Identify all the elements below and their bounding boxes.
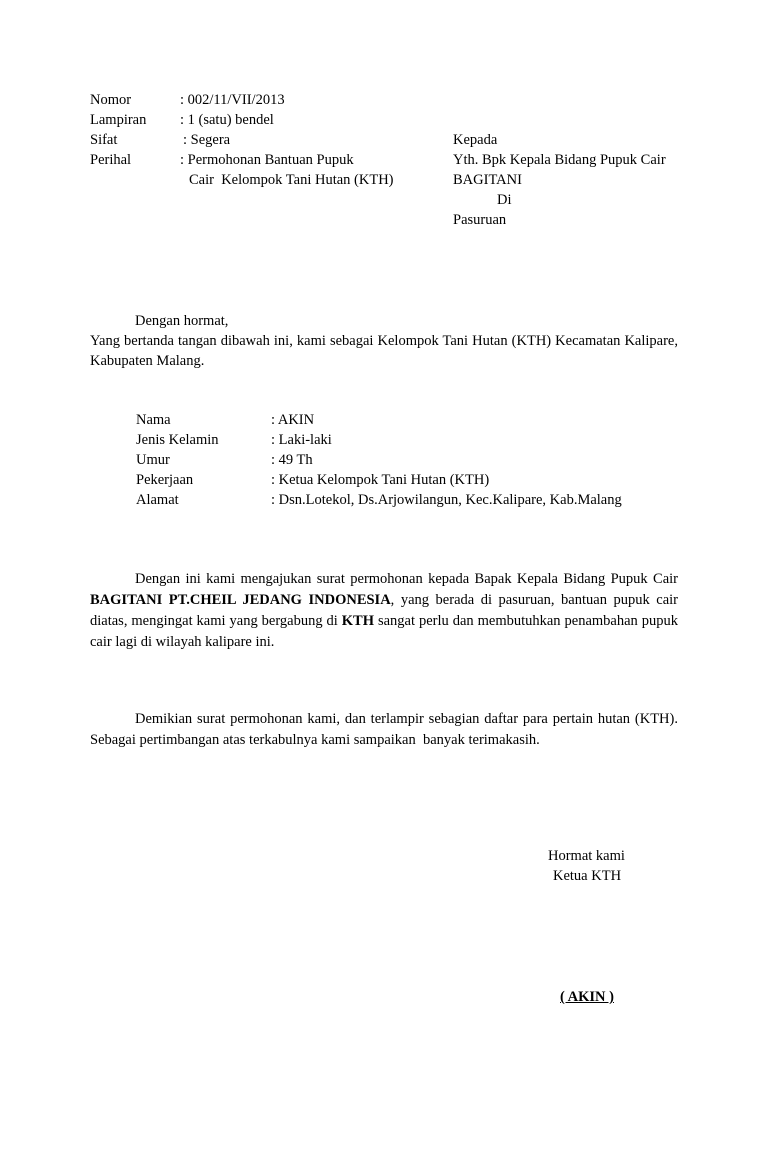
lampiran-value: : 1 (satu) bendel (180, 112, 274, 128)
signature-regards: Hormat kami (548, 848, 625, 864)
recipient-kepada: Kepada (453, 132, 498, 148)
body-part2: , yang berada di pasuruan, bantuan pupuk cair diatas, mengingat kami yang bergabung di (90, 592, 678, 629)
closing-text: Demikian surat permohonan kami, dan terlampir sebagian daftar para pertain hutan (KTH). Sebagai pertimbangan atas terkabulnya kami sampaikan banyak terimakasih. (90, 711, 682, 748)
recipient-di: Di (497, 192, 512, 208)
perihal-value-line1: : Permohonan Bantuan Pupuk (180, 152, 354, 168)
nomor-value: : 002/11/VII/2013 (180, 92, 285, 108)
info-label-umur: Umur (136, 452, 170, 468)
body-kth: KTH (341, 613, 375, 629)
recipient-line1: Yth. Bpk Kepala Bidang Pupuk Cair (453, 152, 666, 168)
lampiran-label: Lampiran (90, 112, 147, 128)
greeting-block (90, 311, 678, 371)
recipient-city: Pasuruan (453, 212, 507, 228)
info-value-jenis-kelamin: : Laki-laki (271, 432, 332, 448)
nomor-label: Nomor (90, 92, 132, 108)
closing-paragraph (90, 709, 682, 751)
info-label-pekerjaan: Pekerjaan (136, 472, 194, 488)
info-label-nama: Nama (136, 412, 171, 428)
body-part3: sangat perlu dan membutuhkan penambahan pupuk cair lagi di wilayah kalipare ini. (90, 613, 678, 650)
info-value-alamat: : Dsn.Lotekol, Ds.Arjowilangun, Kec.Kalipare, Kab.Malang (271, 492, 622, 508)
info-label-jenis-kelamin: Jenis Kelamin (136, 432, 219, 448)
info-value-nama: : AKIN (271, 412, 315, 428)
recipient-line2: BAGITANI (453, 172, 522, 188)
signature-title: Ketua KTH (553, 868, 622, 884)
body-company: BAGITANI PT.CHEIL JEDANG INDONESIA (90, 592, 391, 608)
greeting: Dengan hormat, (135, 313, 229, 329)
signature-name: ( AKIN ) (560, 989, 614, 1005)
info-value-pekerjaan: : Ketua Kelompok Tani Hutan (KTH) (271, 472, 490, 488)
info-label-alamat: Alamat (136, 492, 179, 508)
info-value-umur: : 49 Th (271, 452, 313, 468)
intro-paragraph: Yang bertanda tangan dibawah ini, kami sebagai Kelompok Tani Hutan (KTH) Kecamatan Kalipare, Kabupaten Malang. (90, 333, 678, 369)
sifat-value: : Segera (183, 132, 231, 148)
body-paragraph (90, 569, 678, 653)
body-part1: Dengan ini kami mengajukan surat permohonan kepada Bapak Kepala Bidang Pupuk Cair (135, 571, 678, 587)
perihal-label: Perihal (90, 152, 132, 168)
sifat-label: Sifat (90, 132, 118, 148)
perihal-value-line2: Cair Kelompok Tani Hutan (KTH) (189, 172, 394, 188)
